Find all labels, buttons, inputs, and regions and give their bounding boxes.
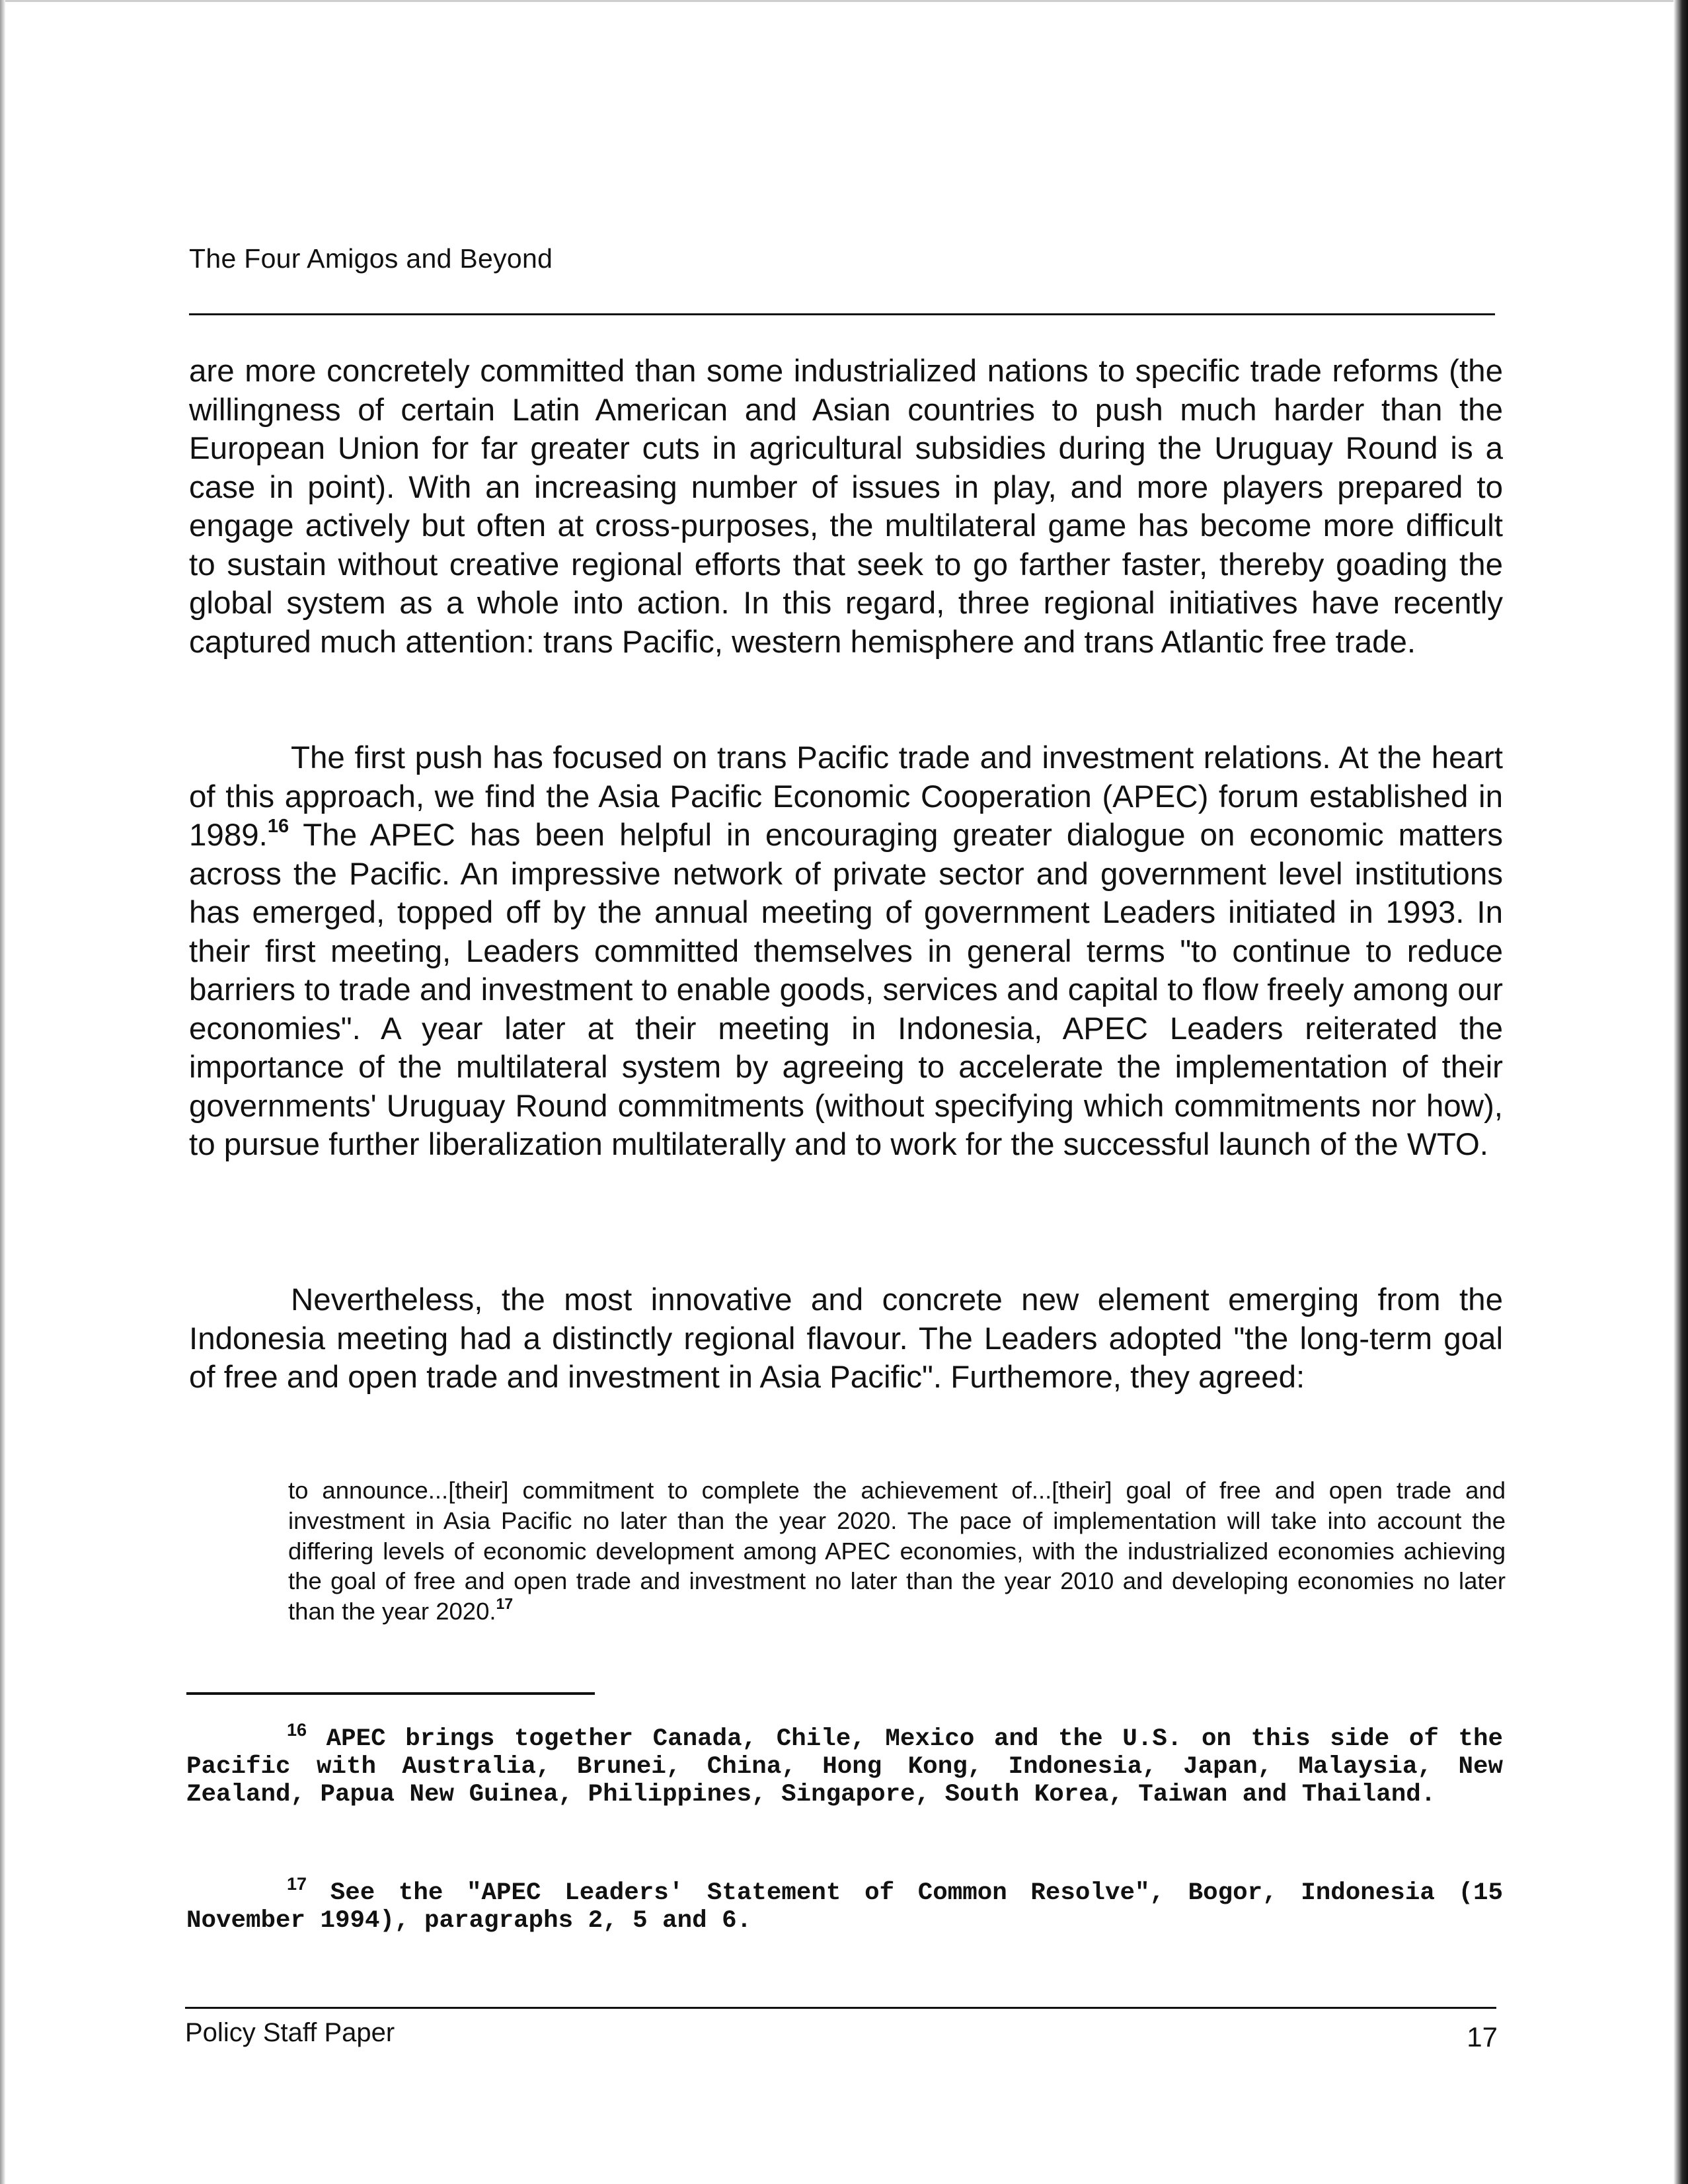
footer-publication-name: Policy Staff Paper	[185, 2018, 395, 2047]
footnote-16-mark: 16	[287, 1720, 307, 1740]
footer-rule	[185, 2007, 1496, 2009]
running-header: The Four Amigos and Beyond	[189, 243, 553, 274]
body-paragraph-3: Nevertheless, the most innovative and concrete new element emerging from the Indonesia meeting had a distinctly regional flavour. The Leaders adopted "the long-term goal of free and open trade and investment in Asia Pacific". Furthemore, they agreed:	[189, 1282, 1503, 1395]
footnote-17	[186, 1874, 1503, 1935]
footnote-17-text: See the "APEC Leaders' Statement of Common Resolve", Bogor, Indonesia (15 November 1994), paragraphs 2, 5 and 6.	[186, 1879, 1503, 1935]
scan-top-edge	[0, 0, 1688, 2]
block-quote	[288, 1475, 1506, 1627]
footnote-16-text: APEC brings together Canada, Chile, Mexico and the U.S. on this side of the Pacific with Australia, Brunei, China, Hong Kong, Indonesia, Japan, Malaysia, New Zealand, Papua New Guinea, Philippines, Singapore, South Korea, Taiwan and Thailand.	[186, 1725, 1503, 1809]
footnote-17-mark: 17	[287, 1874, 307, 1894]
footnote-reference-17: 17	[496, 1595, 514, 1613]
page-number: 17	[1467, 2021, 1498, 2052]
scan-left-edge	[0, 0, 5, 2184]
body-paragraph-1: are more concretely committed than some industrialized nations to specific trade reforms (the willingness of certain Latin American and Asian countries to push much harder than the European Union for far greater cuts in agricultural subsidies during the Uruguay Round is a case in point). With an increasing number of issues in play, and more players prepared to engage actively but often at cross-purposes, the multilateral game has become more difficult to sustain without creative regional efforts that seek to go farther faster, thereby goading the global system as a whole into action. In this regard, three regional initiatives have recently captured much attention: trans Pacific, western hemisphere and trans Atlantic free trade.	[189, 354, 1503, 660]
block-quote-text: to announce...[their] commitment to complete the achievement of...[their] goal of free and open trade and investment in Asia Pacific no later than the year 2020. The pace of implementation will take into account the differing levels of economic development among APEC economies, with the industrialized economies achieving the goal of free and open trade and investment no later than the year 2010 and developing economies no later than the year 2020.	[288, 1477, 1506, 1625]
header-rule	[189, 313, 1495, 315]
footnote-16	[186, 1720, 1503, 1809]
footnote-separator	[186, 1692, 595, 1695]
footnote-reference-16: 16	[267, 816, 289, 837]
scan-right-edge	[1673, 0, 1688, 2184]
body-paragraph-2	[189, 739, 1503, 1165]
paragraph-2-text-after-ref: The APEC has been helpful in encouraging greater dialogue on economic matters across the Pacific. An impressive network of private sector and government level institutions has emerged, topped off by the annual meeting of government Leaders initiated in 1993. In their first meeting, Leaders committed themselves in general terms "to continue to reduce barriers to trade and investment to enable goods, services and capital to flow freely among our economies". A year later at their meeting in Indonesia, APEC Leaders reiterated the importance of the multilateral system by agreeing to accelerate the implementation of their governments' Uruguay Round commitments (without specifying which commitments nor how), to pursue further liberalization multilaterally and to work for the successful launch of the WTO.	[189, 818, 1503, 1162]
paragraph-2-text-before-ref: The first push has focused on trans Pacific trade and investment relations. At the heart of this approach, we find the Asia Pacific Economic Cooperation (APEC) forum established in 1989.	[189, 740, 1503, 853]
